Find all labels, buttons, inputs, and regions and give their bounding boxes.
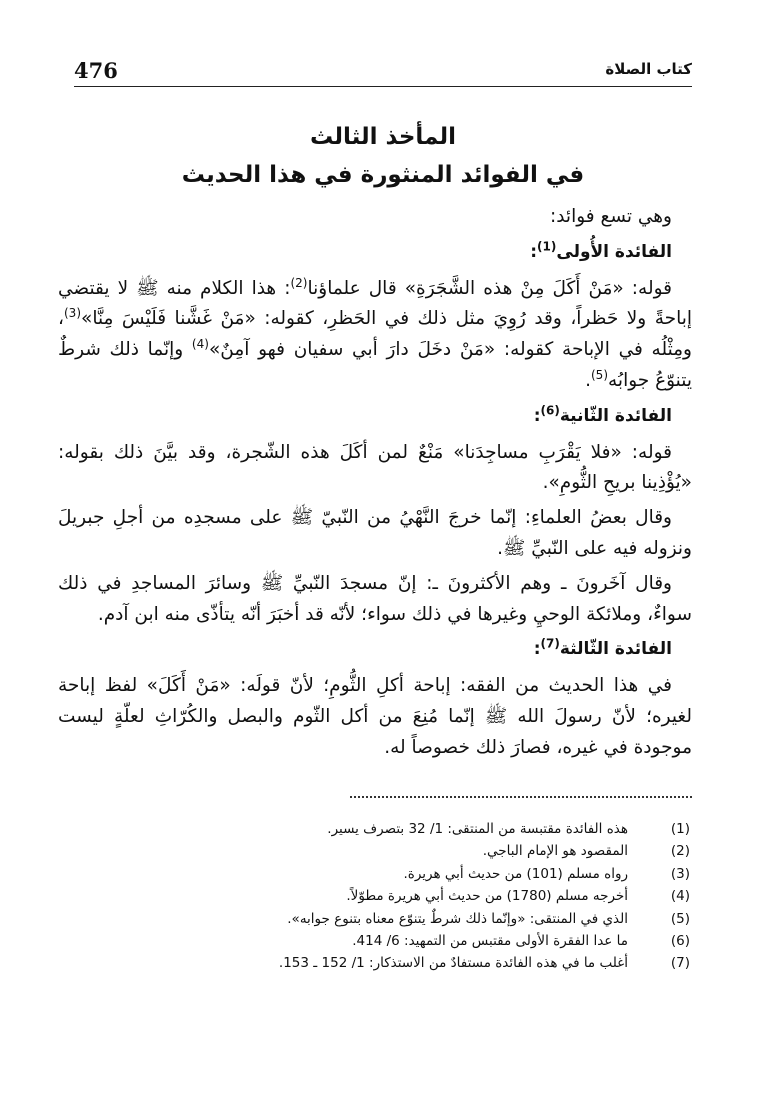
footnote-ref: (2)	[290, 275, 308, 290]
benefit-heading-label: الفائدة الثّانية	[559, 405, 672, 426]
footnote-separator	[350, 796, 692, 798]
footnote-item	[240, 930, 690, 952]
footnote-item	[240, 840, 690, 862]
footnote-text: الذي في المنتقى: «وإنّما ذلك شرطٌ يتنوّع معناه بتنوع جوابه».	[287, 910, 628, 927]
footnote-number: (4)	[670, 888, 690, 905]
benefit-1-paragraph: قوله: «مَنْ أَكَلَ مِنْ هذه الشَّجَرَةِ» قال علماؤنا$^{(2)}$: هذا الكلام منه ﷺ لا يقتضي إباحةً ولا حَظراً، وقد رُوِيَ مثل ذلك في الحَظرِ، كقوله: «مَنْ غَشَّنا فَلَيْسَ مِنَّا»$^{(3)}$، ومِثْلُه في الإباحة كقوله: «مَنْ دخَلَ دارَ أبي سفيان فهو آمِنٌ»$^{(4)}$ وإنّما ذلك شرطٌ يتنوّعُ جوابُه$^{(5)}$.	[58, 275, 692, 391]
footnotes	[240, 818, 690, 975]
footnote-number: (1)	[670, 821, 690, 837]
footnote-ref: (1)	[537, 239, 557, 254]
benefit-2-paragraph-1: قوله: «فلا يَقْرَبِ مساجِدَنا» مَنْعٌ لمن أكَلَ هذه الشّجرة، وقد بيَّنَ ذلك بقوله: «يُؤْذِينا بريحِ الثُّومِ».	[58, 441, 692, 494]
running-header	[74, 56, 692, 86]
footnote-ref: (5)	[590, 367, 608, 382]
footnote-ref: (6)	[540, 403, 560, 418]
footnote-number: (7)	[670, 955, 690, 972]
footnote-item	[240, 885, 690, 907]
section-title: المأخذ الثالث	[310, 124, 456, 150]
footnote-item	[240, 863, 690, 885]
text-run: وإنّما ذلك شرطٌ يتنوّعُ جوابُه	[58, 339, 692, 391]
benefit-heading-3: الفائدة الثّالثة$^{(7)}$:	[533, 636, 672, 660]
benefit-heading-label: الفائدة الثّالثة	[559, 639, 672, 660]
intro-paragraph: وهي تسع فوائد:	[549, 206, 672, 227]
footnote-item	[240, 818, 690, 840]
page-number: 476	[74, 58, 118, 83]
benefit-3-paragraph: في هذا الحديث من الفقه: إباحة أكلِ الثُّومِ؛ لأنّ قولَه: «مَنْ أَكَلَ» لفظ إباحة لغيره؛ لأنّ رسولَ الله ﷺ إنّما مُنِعَ من أكل الثّوم والبصل والكُرّاثِ لعلّةٍ ليست موجودة في غيره، فصارَ ذلك خصوصاً له.	[58, 675, 692, 758]
footnote-text: ما عدا الفقرة الأولى مقتبس من التمهيد: 6/ 414.	[352, 933, 628, 950]
footnote-ref: (4)	[191, 337, 209, 352]
footnote-number: (3)	[670, 865, 690, 882]
text-run: قوله: «مَنْ أَكَلَ مِنْ هذه الشَّجَرَةِ» قال علماؤنا	[307, 277, 672, 299]
benefit-2-paragraph-2: وقال بعضُ العلماءِ: إنّما خرجَ النَّهْيُ من النّبيّ ﷺ على مسجدِه من أجلِ جبريلَ ونزوله فيه على النّبيِّ ﷺ.	[58, 507, 692, 559]
benefit-heading-label: الفائدة الأُولى	[556, 241, 672, 262]
footnote-text: أخرجه مسلم (1780) من حديث أبي هريرة مطوّلاً.	[346, 888, 628, 905]
footnote-ref: (3)	[63, 306, 81, 321]
body-text	[58, 202, 692, 768]
text-run: ، ومِثْلُه في الإباحة كقوله: «مَنْ دخَلَ دارَ أبي سفيان فهو آمِنٌ»	[58, 308, 692, 361]
footnote-number: (2)	[670, 843, 690, 860]
book-title: كتاب الصلاة	[605, 60, 692, 78]
footnote-number: (6)	[670, 933, 690, 950]
footnote-number: (5)	[670, 910, 690, 927]
footnote-text: رواه مسلم (101) من حديث أبي هريرة.	[403, 865, 628, 882]
footnote-text: هذه الفائدة مقتبسة من المنتقى: 1/ 32 بتصرف يسير.	[327, 821, 628, 837]
benefit-2-paragraph-3: وقال آخَرونَ ـ وهم الأكثرونَ ـ: إنّ مسجدَ النّبيِّ ﷺ وسائرَ المساجدِ في ذلك سواءٌ، وملائكة الوحيِ وغيرها في ذلك سواء؛ لأنّه قد أخبَرَ أنّه يتأذّى منه ابن آدم.	[58, 572, 692, 625]
footnote-item	[240, 952, 690, 974]
footnote-ref: (7)	[540, 636, 560, 651]
text-run: : هذا الكلام منه ﷺ لا يقتضي إباحةً ولا حَظراً، وقد رُوِيَ مثل ذلك في الحَظرِ، كقوله: «مَنْ غَشَّنا فَلَيْسَ مِنَّا»	[58, 277, 692, 330]
footnote-text: المقصود هو الإمام الباجي.	[482, 843, 628, 860]
footnote-text: أغلب ما في هذه الفائدة مستفادٌ من الاستذكار: 1/ 152 ـ 153.	[278, 955, 628, 972]
footnote-item	[240, 908, 690, 930]
benefit-heading-2: الفائدة الثّانية$^{(6)}$:	[533, 403, 672, 426]
header-rule	[74, 86, 692, 87]
section-subtitle: في الفوائد المنثورة في هذا الحديث	[181, 162, 585, 188]
benefit-heading-1: الفائدة الأُولى$^{(1)}$:	[530, 239, 672, 262]
